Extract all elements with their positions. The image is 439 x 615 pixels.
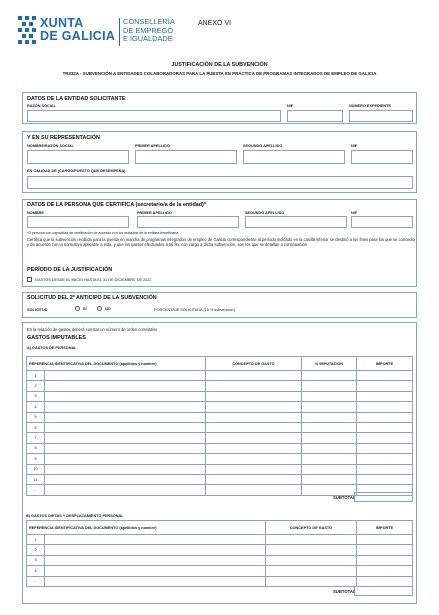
conselleria-line-1: CONSELLERÍA (123, 17, 175, 26)
gastos-personal-cell[interactable] (206, 443, 302, 453)
nif-field[interactable] (287, 110, 343, 122)
gastos-personal-cell[interactable] (45, 422, 206, 432)
razon-social-label: RAZÓN SOCIAL (27, 104, 56, 108)
gastos-personal-table (26, 356, 413, 496)
nombre-label: NOMBRE/RAZÓN SOCIAL (27, 144, 74, 148)
gastos-dietas-row (27, 576, 413, 586)
gastos-personal-cell[interactable] (206, 371, 302, 381)
periodo-checkbox[interactable] (27, 277, 32, 282)
gastos-dietas-cell[interactable] (357, 545, 413, 555)
anticipo-no-label: NO (105, 307, 111, 311)
gastos-personal-cell[interactable] (357, 474, 413, 484)
gastos-personal-cell[interactable] (45, 464, 206, 474)
section-solicitante (22, 92, 417, 124)
gastos-personal-cell[interactable] (302, 391, 357, 401)
section-heading: DATOS DE LA PERSONA QUE CERTIFICA (secretario/a de la entidad)* (27, 202, 206, 208)
gastos-dietas-cell[interactable] (266, 555, 357, 565)
gastos-personal-cell[interactable] (45, 485, 206, 495)
row-number: 5 (27, 412, 45, 422)
gastos-personal-cell[interactable] (357, 454, 413, 464)
apellido2-field[interactable] (245, 216, 347, 228)
gastos-personal-cell[interactable] (357, 402, 413, 412)
gastos-personal-row (27, 433, 413, 443)
row-number: ... (27, 576, 45, 586)
header-divider (119, 18, 120, 46)
row-number: 2 (27, 545, 45, 555)
periodo-option-label: GASTOS DESDE EL INICIO HASTA EL 31 DE DICIEMBRE DE 2022 (35, 278, 152, 282)
gastos-personal-row (27, 454, 413, 464)
gastos-personal-cell[interactable] (302, 485, 357, 495)
conselleria-line-2: DE EMPREGO (123, 25, 174, 35)
gastos-personal-row (27, 443, 413, 453)
gastos-personal-cell[interactable] (45, 371, 206, 381)
subtotal-b-field[interactable] (354, 586, 413, 596)
gastos-dietas-table (26, 520, 413, 587)
gastos-personal-cell[interactable] (357, 381, 413, 391)
gastos-personal-row (27, 391, 413, 401)
col-imputacion: % IMPUTACIÓN (302, 357, 357, 371)
gastos-dietas-cell[interactable] (45, 576, 266, 586)
conselleria-name (123, 18, 175, 44)
col-importe: IMPORTE (357, 521, 413, 535)
calidad-label: EN CALIDAD DE (CARGO/PUESTO QUE DESEMPEÑA) (27, 169, 126, 173)
apellido2-field[interactable] (243, 150, 345, 164)
apellido1-label: PRIMER APELLIDO (135, 144, 170, 148)
periodo-heading: PERÍODO DE LA JUSTIFICACIÓN (27, 267, 113, 273)
expediente-field[interactable] (349, 110, 413, 122)
row-number: 3 (27, 391, 45, 401)
row-number: 11 (27, 474, 45, 484)
gastos-personal-cell[interactable] (302, 422, 357, 432)
apellido1-field[interactable] (135, 150, 237, 164)
gastos-dietas-row (27, 545, 413, 555)
nif-label: NIF (351, 144, 358, 148)
gastos-dietas-cell[interactable] (266, 576, 357, 586)
section-heading: SOLICITUD DEL 2º ANTICIPO DE LA SUBVENCIÓN (27, 295, 157, 301)
footnote: *O persona con capacidad de certificación de acuerdo con los estatutos de la entidad beneficiaria (27, 231, 179, 235)
gastos-personal-cell[interactable] (302, 381, 357, 391)
col-concepto: CONCEPTO DE GASTO (266, 521, 357, 535)
gastos-heading: GASTOS IMPUTABLES (27, 335, 86, 341)
gastos-dietas-cell[interactable] (266, 545, 357, 555)
gastos-personal-cell[interactable] (45, 412, 206, 422)
anticipo-no-radio[interactable] (97, 306, 102, 311)
gastos-personal-cell[interactable] (357, 433, 413, 443)
gastos-dietas-heading: B) GASTOS DIETAS Y DESPLAZAMIENTO PERSONAL (26, 514, 124, 518)
gastos-personal-cell[interactable] (45, 402, 206, 412)
gastos-personal-cell[interactable] (302, 474, 357, 484)
nombre-label: NOMBRE (27, 211, 44, 215)
gastos-personal-cell[interactable] (45, 391, 206, 401)
gastos-personal-cell[interactable] (302, 443, 357, 453)
razon-social-field[interactable] (27, 110, 281, 122)
section-heading: DATOS DE LA ENTIDAD SOLICITANTE (27, 96, 126, 102)
gastos-personal-row (27, 381, 413, 391)
apellido1-field[interactable] (137, 216, 239, 228)
gastos-personal-cell[interactable] (206, 485, 302, 495)
col-concepto: CONCEPTO DE GASTO (206, 357, 302, 371)
apellido1-label: PRIMER APELLIDO (137, 211, 172, 215)
gastos-personal-cell[interactable] (302, 371, 357, 381)
row-number: 7 (27, 433, 45, 443)
calidad-field[interactable] (27, 176, 413, 189)
gastos-dietas-cell[interactable] (266, 566, 357, 576)
gastos-personal-cell[interactable] (357, 422, 413, 432)
nif-field[interactable] (351, 150, 413, 164)
gastos-dietas-row (27, 535, 413, 545)
row-number: ... (27, 485, 45, 495)
gastos-personal-cell[interactable] (45, 474, 206, 484)
col-referencia: REFERENCIA IDENTIFICATIVA DEL DOCUMENTO (apellidos y nombre) (27, 357, 206, 371)
gastos-personal-cell[interactable] (206, 381, 302, 391)
row-number: 3 (27, 555, 45, 565)
gastos-personal-heading: A) GASTOS DE PERSONAL (27, 346, 77, 350)
nif-label: NIF (287, 104, 294, 108)
gastos-dietas-cell[interactable] (357, 535, 413, 545)
gastos-personal-cell[interactable] (206, 454, 302, 464)
annex-label: ANEXO VI (198, 20, 232, 27)
row-number: 2 (27, 381, 45, 391)
doc-subtitle: TR332A - SUBVENCIÓN A ENTIDADES COLABORADORAS PARA LA PUESTA EN PRÁCTICA DE PROGRAMAS INTEGRADOS DE EMPLEO DE GALICIA (62, 71, 377, 76)
row-number: 6 (27, 422, 45, 432)
gastos-personal-cell[interactable] (302, 433, 357, 443)
row-number: 9 (27, 454, 45, 464)
gastos-personal-cell[interactable] (45, 433, 206, 443)
gastos-dietas-cell[interactable] (45, 566, 266, 576)
gastos-dietas-cell[interactable] (45, 535, 266, 545)
nif-field[interactable] (351, 216, 413, 228)
gastos-personal-cell[interactable] (302, 402, 357, 412)
gastos-personal-cell[interactable] (45, 381, 206, 391)
gastos-personal-cell[interactable] (206, 391, 302, 401)
xunta-logo-icon (18, 16, 36, 44)
section-heading: Y EN SU REPRESENTACIÓN (27, 135, 100, 141)
gastos-personal-row (27, 402, 413, 412)
expediente-label: NÚMERO EXPEDIENTE (349, 104, 391, 108)
brand-line-2: DE GALICIA (40, 29, 116, 43)
anticipo-si-label: SÍ (83, 307, 87, 311)
gastos-personal-cell[interactable] (206, 402, 302, 412)
gastos-dietas-cell[interactable] (357, 566, 413, 576)
section-representacion (22, 131, 417, 193)
gastos-dietas-cell[interactable] (357, 576, 413, 586)
gastos-dietas-cell[interactable] (45, 555, 266, 565)
gastos-personal-cell[interactable] (206, 412, 302, 422)
nif-label: NIF (351, 211, 358, 215)
gastos-personal-cell[interactable] (206, 433, 302, 443)
conselleria-line-3: E IGUALDADE (123, 34, 173, 44)
certify-statement: Certifica que la subvención recibida para la puesta en marcha de programas integrados de empleo de Galicia correspondiente al período indicado en la casilla inferior se destinó a los fines para los que se concedió y de acuerdo con la normativa aplicable a esta, y que los gastos efectuados a tal fin, con cargo a dicha subvención, son los que se detallan a continuación. (27, 237, 415, 247)
gastos-personal-row (27, 464, 413, 474)
gastos-personal-row (27, 412, 413, 422)
gastos-personal-cell[interactable] (357, 443, 413, 453)
subtotal-a-field[interactable] (354, 492, 413, 502)
gastos-personal-row (27, 422, 413, 432)
gastos-personal-cell[interactable] (45, 454, 206, 464)
doc-title: JUSTIFICACIÓN DE LA SUBVENCIÓN (171, 62, 268, 68)
row-number: 8 (27, 443, 45, 453)
gastos-personal-cell[interactable] (357, 391, 413, 401)
gastos-personal-cell[interactable] (357, 412, 413, 422)
gastos-dietas-cell[interactable] (357, 555, 413, 565)
anticipo-si-radio[interactable] (75, 306, 80, 311)
brand-name (40, 17, 115, 43)
gastos-personal-row (27, 371, 413, 381)
gastos-personal-cell[interactable] (206, 422, 302, 432)
gastos-personal-cell[interactable] (302, 464, 357, 474)
gastos-dietas-cell[interactable] (45, 545, 266, 555)
gastos-dietas-row (27, 555, 413, 565)
section-anticipo (22, 292, 417, 318)
gastos-note: En la relación de gastos deberá constar un número de orden correlativo (27, 327, 158, 332)
subtotal-a-label: SUBTOTAL (333, 495, 356, 500)
gastos-personal-cell[interactable] (206, 474, 302, 484)
row-number: 4 (27, 566, 45, 576)
solicitud-label: SOLICITUD (27, 308, 48, 312)
section-certifica (22, 199, 417, 287)
nombre-field[interactable] (27, 150, 129, 164)
apellido2-label: SEGUNDO APELLIDO (245, 211, 285, 215)
col-referencia: REFERENCIA IDENTIFICATIVA DEL DOCUMENTO (apellidos y nombre) (27, 521, 266, 535)
col-importe: IMPORTE (357, 357, 413, 371)
brand-line-1: XUNTA (40, 16, 84, 30)
gastos-personal-cell[interactable] (45, 443, 206, 453)
row-number: 4 (27, 402, 45, 412)
porcentaje-label: PORCENTAJE SOLICITADA (15 % subvención) (154, 308, 235, 312)
row-number: 10 (27, 464, 45, 474)
gastos-dietas-row (27, 566, 413, 576)
gastos-personal-cell[interactable] (302, 412, 357, 422)
gastos-dietas-cell[interactable] (266, 535, 357, 545)
gastos-personal-cell[interactable] (302, 454, 357, 464)
gastos-personal-cell[interactable] (357, 464, 413, 474)
gastos-personal-cell[interactable] (206, 464, 302, 474)
nombre-field[interactable] (27, 216, 129, 228)
apellido2-label: SEGUNDO APELLIDO (243, 144, 283, 148)
gastos-personal-row (27, 474, 413, 484)
subtotal-b-label: SUBTOTAL (333, 589, 356, 594)
row-number: 1 (27, 371, 45, 381)
row-number: 1 (27, 535, 45, 545)
gastos-personal-cell[interactable] (357, 371, 413, 381)
